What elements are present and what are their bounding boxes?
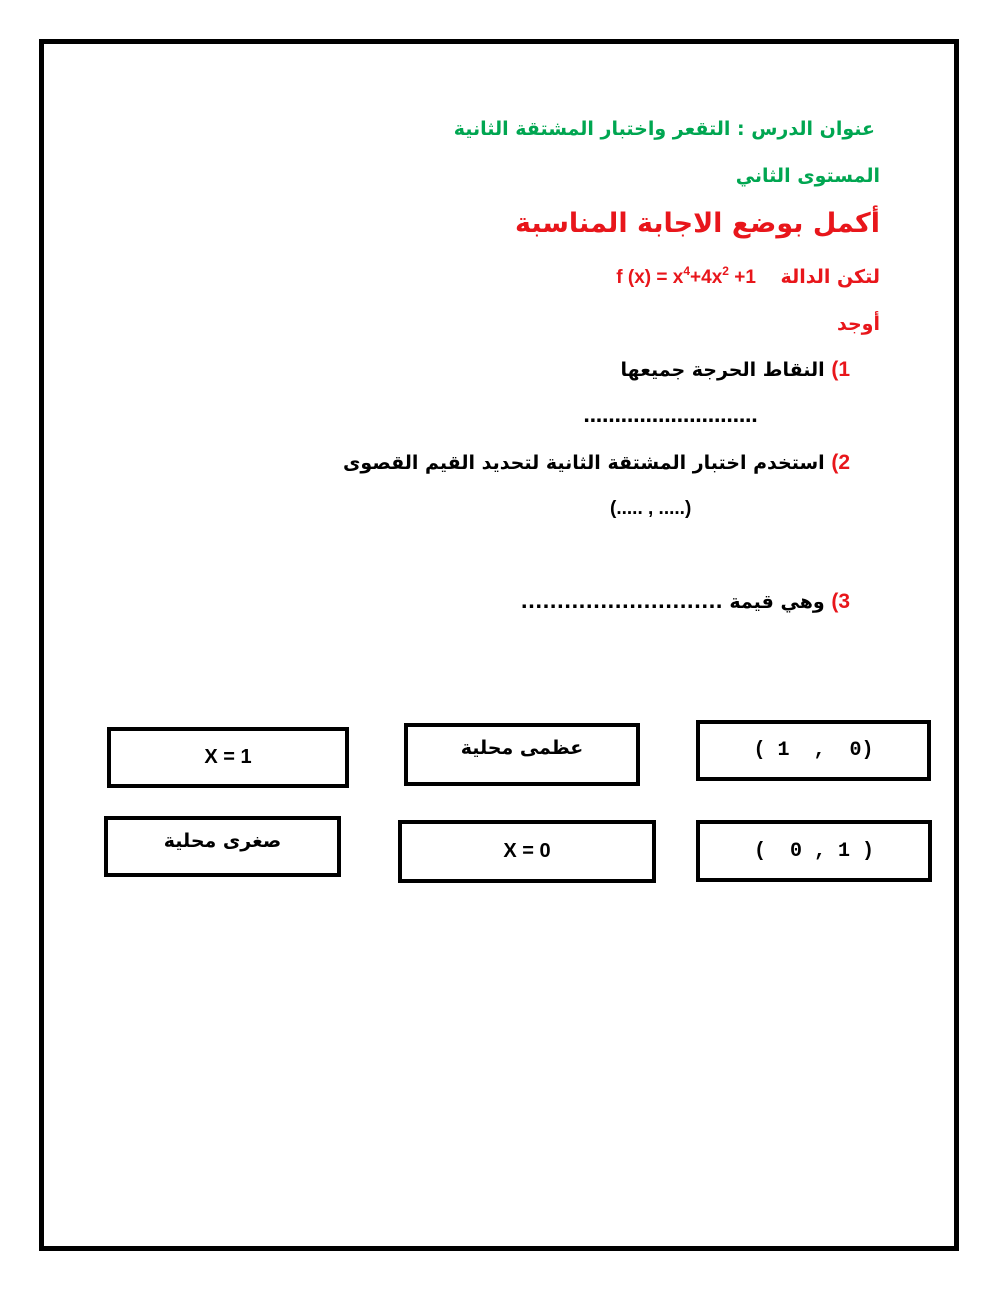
card-label: عظمى محلية xyxy=(460,737,584,759)
function-statement xyxy=(616,264,880,289)
function-label: لتكن الدالة xyxy=(780,266,880,288)
question-3 xyxy=(521,590,850,614)
question-text: استخدم اختبار المشتقة الثانية لتحديد القيم القصوى xyxy=(343,452,825,474)
answer-card-x-equals-1[interactable] xyxy=(107,727,349,788)
answer-drop-zone-1[interactable]: ............................ xyxy=(583,405,758,427)
question-number: 2) xyxy=(831,451,850,474)
question-number: 3) xyxy=(831,590,850,613)
card-label: ( 0 , 1 ) xyxy=(753,839,875,863)
question-2 xyxy=(343,451,850,475)
lesson-title: عنوان الدرس : التقعر واختبار المشتقة الثانية xyxy=(453,118,875,140)
card-label: ( 1 , 0) xyxy=(753,739,874,762)
answer-card-local-min[interactable] xyxy=(104,816,341,877)
answer-drop-zone-2[interactable]: (..... , .....) xyxy=(610,498,692,519)
answer-card-x-equals-0[interactable] xyxy=(398,820,656,883)
answer-card-point-0-1[interactable] xyxy=(696,820,932,882)
card-label: صغرى محلية xyxy=(163,830,282,852)
card-label: X = 1 xyxy=(204,746,252,768)
question-number: 1) xyxy=(831,358,850,381)
instruction-heading: أكمل بوضع الاجابة المناسبة xyxy=(514,208,880,239)
answer-drop-zone-3[interactable]: ............................ xyxy=(520,591,723,613)
answer-card-point-1-0[interactable] xyxy=(696,720,931,781)
find-label: أوجد xyxy=(837,313,880,335)
question-text: وهي قيمة xyxy=(729,591,825,613)
answer-card-local-max[interactable] xyxy=(404,723,640,786)
card-label: X = 0 xyxy=(503,840,551,862)
level-label: المستوى الثاني xyxy=(735,165,880,187)
function-expression: f $(x) = x^4+4x^2 +1$ xyxy=(616,264,756,288)
question-1 xyxy=(621,358,850,382)
question-text: النقاط الحرجة جميعها xyxy=(620,359,825,381)
